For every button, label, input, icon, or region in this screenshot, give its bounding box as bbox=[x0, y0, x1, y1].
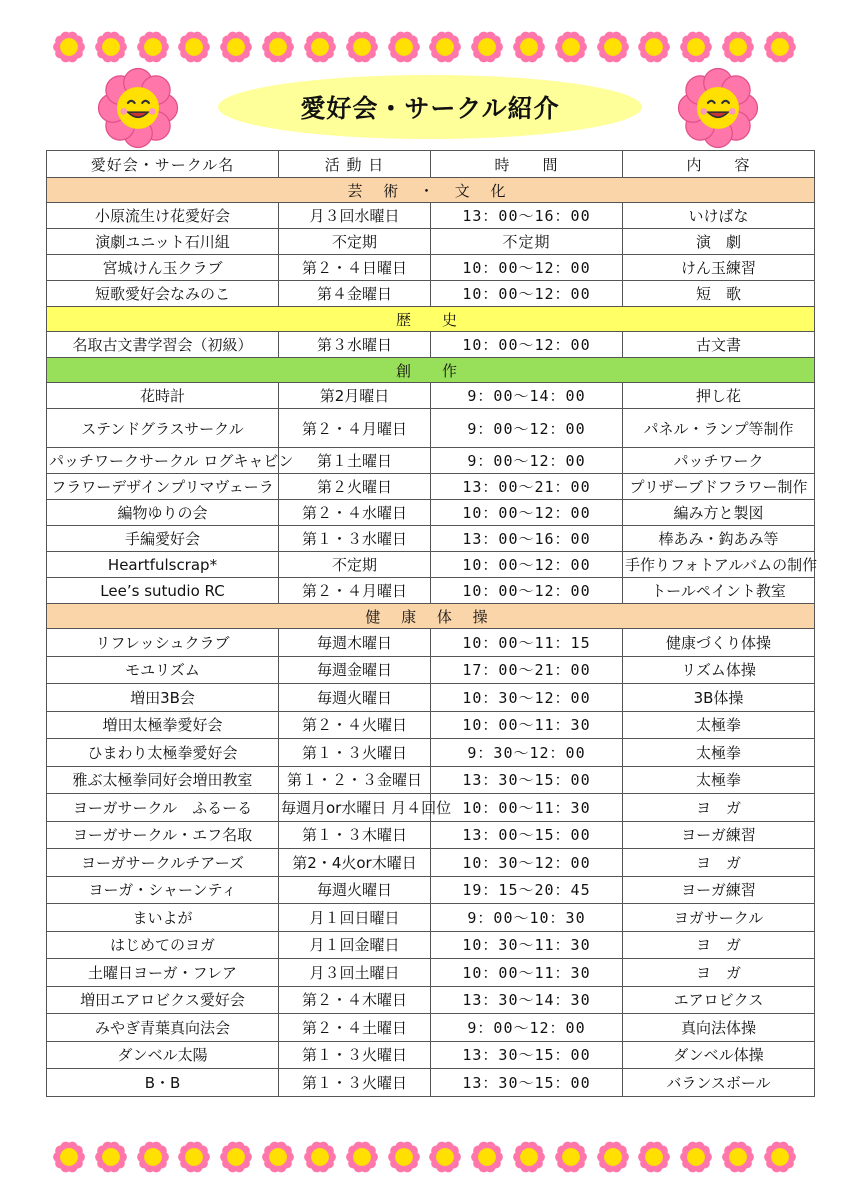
circle-name-cell: 増田太極拳愛好会 bbox=[47, 711, 279, 739]
smiling-flower-icon bbox=[676, 66, 760, 150]
time-cell: 10：00～12：00 bbox=[431, 552, 623, 578]
time-cell: 10：00～11：30 bbox=[431, 959, 623, 987]
pink-flower-icon bbox=[52, 1140, 86, 1174]
circle-name-cell: 増田エアロビクス愛好会 bbox=[47, 986, 279, 1014]
content-cell: 太極拳 bbox=[623, 739, 815, 767]
circle-name-cell: Heartfulscrap* bbox=[47, 552, 279, 578]
time-cell: 10：00～12：00 bbox=[431, 255, 623, 281]
circle-name-cell: ヨーガサークルチアーズ bbox=[47, 849, 279, 877]
time-cell: 9：00～12：00 bbox=[431, 1014, 623, 1042]
content-cell: エアロビクス bbox=[623, 986, 815, 1014]
pink-flower-icon bbox=[596, 30, 630, 64]
activity-day-cell: 毎週火曜日 bbox=[279, 876, 431, 904]
time-cell: 19：15～20：45 bbox=[431, 876, 623, 904]
table-row bbox=[47, 203, 815, 229]
pink-flower-icon bbox=[94, 30, 128, 64]
circle-name-cell: 編物ゆりの会 bbox=[47, 500, 279, 526]
content-cell: 真向法体操 bbox=[623, 1014, 815, 1042]
time-cell: 17：00～21：00 bbox=[431, 656, 623, 684]
table-row bbox=[47, 876, 815, 904]
content-cell: ダンベル体操 bbox=[623, 1041, 815, 1069]
content-cell: プリザーブドフラワー制作 bbox=[623, 474, 815, 500]
table-row bbox=[47, 849, 815, 877]
table-body bbox=[47, 178, 818, 1097]
pink-flower-icon bbox=[387, 30, 421, 64]
content-cell: ヨ ガ bbox=[623, 959, 815, 987]
table-row bbox=[47, 1041, 815, 1069]
table-row bbox=[47, 904, 815, 932]
table-row bbox=[47, 229, 815, 255]
table-header-row bbox=[47, 151, 815, 178]
bottom-flower-border bbox=[52, 1137, 797, 1177]
circle-name-cell: まいよが bbox=[47, 904, 279, 932]
activity-day-cell: 毎週木曜日 bbox=[279, 629, 431, 657]
header-day: 活 動 日 bbox=[279, 151, 431, 178]
circle-name-cell: みやぎ青葉真向法会 bbox=[47, 1014, 279, 1042]
time-cell: 13：00～21：00 bbox=[431, 474, 623, 500]
time-cell: 10：00～11：15 bbox=[431, 629, 623, 657]
table-row bbox=[47, 959, 815, 987]
pink-flower-icon bbox=[512, 1140, 546, 1174]
pink-flower-icon bbox=[261, 1140, 295, 1174]
pink-flower-icon bbox=[303, 30, 337, 64]
section-row bbox=[47, 178, 815, 203]
pink-flower-icon bbox=[94, 1140, 128, 1174]
pink-flower-icon bbox=[428, 30, 462, 64]
pink-flower-icon bbox=[303, 1140, 337, 1174]
activity-day-cell: 第４金曜日 bbox=[279, 281, 431, 307]
table-row bbox=[47, 684, 815, 712]
circle-name-cell: リフレッシュクラブ bbox=[47, 629, 279, 657]
header-name: 愛好会・サークル名 bbox=[47, 151, 279, 178]
content-cell: バランスボール bbox=[623, 1069, 815, 1097]
circle-name-cell: 短歌愛好会なみのこ bbox=[47, 281, 279, 307]
pink-flower-icon bbox=[261, 30, 295, 64]
circle-name-cell: Lee’s sutudio RC bbox=[47, 578, 279, 604]
table-row bbox=[47, 383, 815, 409]
content-cell: リズム体操 bbox=[623, 656, 815, 684]
pink-flower-icon bbox=[136, 30, 170, 64]
pink-flower-icon bbox=[637, 1140, 671, 1174]
pink-flower-icon bbox=[345, 30, 379, 64]
content-cell: ヨガサークル bbox=[623, 904, 815, 932]
content-cell: 健康づくり体操 bbox=[623, 629, 815, 657]
circle-name-cell: フラワーデザインプリマヴェーラ bbox=[47, 474, 279, 500]
content-cell: いけばな bbox=[623, 203, 815, 229]
content-cell: 3B体操 bbox=[623, 684, 815, 712]
activity-day-cell: 第１・３水曜日 bbox=[279, 526, 431, 552]
pink-flower-icon bbox=[177, 1140, 211, 1174]
time-cell: 13：00～16：00 bbox=[431, 526, 623, 552]
table-row bbox=[47, 332, 815, 358]
time-cell: 10：00～11：30 bbox=[431, 711, 623, 739]
activity-day-cell: 第２・４木曜日 bbox=[279, 986, 431, 1014]
activity-day-cell: 第１土曜日 bbox=[279, 448, 431, 474]
time-cell: 13：30～15：00 bbox=[431, 1041, 623, 1069]
table-row bbox=[47, 448, 815, 474]
activity-day-cell: 第２火曜日 bbox=[279, 474, 431, 500]
pink-flower-icon bbox=[763, 30, 797, 64]
circle-name-cell: 演劇ユニット石川組 bbox=[47, 229, 279, 255]
table-row bbox=[47, 474, 815, 500]
content-cell: パッチワーク bbox=[623, 448, 815, 474]
activity-day-cell: 毎週月or水曜日 月４回位 bbox=[279, 794, 431, 822]
content-cell: トールペイント教室 bbox=[623, 578, 815, 604]
page-title: 愛好会・サークル紹介 bbox=[218, 75, 642, 139]
pink-flower-icon bbox=[596, 1140, 630, 1174]
section-row bbox=[47, 307, 815, 332]
content-cell: ヨ ガ bbox=[623, 931, 815, 959]
content-cell: ヨ ガ bbox=[623, 794, 815, 822]
pink-flower-icon bbox=[721, 30, 755, 64]
activity-day-cell: 第１・３火曜日 bbox=[279, 739, 431, 767]
content-cell: ヨーガ練習 bbox=[623, 821, 815, 849]
activity-day-cell: 第2・4火or木曜日 bbox=[279, 849, 431, 877]
circle-name-cell: B・B bbox=[47, 1069, 279, 1097]
time-cell: 13：30～15：00 bbox=[431, 1069, 623, 1097]
content-cell: ヨ ガ bbox=[623, 849, 815, 877]
time-cell: 不定期 bbox=[431, 229, 623, 255]
activity-day-cell: 第２・４水曜日 bbox=[279, 500, 431, 526]
circle-name-cell: はじめてのヨガ bbox=[47, 931, 279, 959]
circle-name-cell: 土曜日ヨーガ・フレア bbox=[47, 959, 279, 987]
section-title: 創 作 bbox=[47, 358, 815, 383]
content-cell: 短 歌 bbox=[623, 281, 815, 307]
pink-flower-icon bbox=[470, 30, 504, 64]
time-cell: 10：30～12：00 bbox=[431, 849, 623, 877]
table-row bbox=[47, 409, 815, 448]
circle-name-cell: 小原流生け花愛好会 bbox=[47, 203, 279, 229]
table-row bbox=[47, 1014, 815, 1042]
table-row bbox=[47, 821, 815, 849]
table-row bbox=[47, 500, 815, 526]
circle-name-cell: 花時計 bbox=[47, 383, 279, 409]
section-row bbox=[47, 604, 815, 629]
activity-day-cell: 第２・４火曜日 bbox=[279, 711, 431, 739]
circle-list-table bbox=[46, 150, 818, 1097]
activity-day-cell: 第１・３木曜日 bbox=[279, 821, 431, 849]
time-cell: 13：30～14：30 bbox=[431, 986, 623, 1014]
table-row bbox=[47, 656, 815, 684]
section-title: 健 康 体 操 bbox=[47, 604, 815, 629]
table-row bbox=[47, 931, 815, 959]
table-row bbox=[47, 281, 815, 307]
time-cell: 10：00～11：30 bbox=[431, 794, 623, 822]
activity-day-cell: 第２・４月曜日 bbox=[279, 409, 431, 448]
pink-flower-icon bbox=[554, 1140, 588, 1174]
table-row bbox=[47, 578, 815, 604]
table-row bbox=[47, 526, 815, 552]
pink-flower-icon bbox=[721, 1140, 755, 1174]
time-cell: 13：00～15：00 bbox=[431, 821, 623, 849]
table-row bbox=[47, 552, 815, 578]
top-flower-border bbox=[52, 27, 797, 67]
circle-name-cell: 増田3B会 bbox=[47, 684, 279, 712]
pink-flower-icon bbox=[679, 30, 713, 64]
time-cell: 10：30～12：00 bbox=[431, 684, 623, 712]
header-content: 内 容 bbox=[623, 151, 815, 178]
pink-flower-icon bbox=[428, 1140, 462, 1174]
content-cell: 太極拳 bbox=[623, 766, 815, 794]
time-cell: 9：00～10：30 bbox=[431, 904, 623, 932]
circle-name-cell: ダンベル太陽 bbox=[47, 1041, 279, 1069]
activity-day-cell: 月３回水曜日 bbox=[279, 203, 431, 229]
table-row bbox=[47, 255, 815, 281]
header-time: 時 間 bbox=[431, 151, 623, 178]
activity-day-cell: 毎週火曜日 bbox=[279, 684, 431, 712]
time-cell: 9：00～12：00 bbox=[431, 409, 623, 448]
activity-day-cell: 月１回金曜日 bbox=[279, 931, 431, 959]
table-row bbox=[47, 986, 815, 1014]
activity-day-cell: 月１回日曜日 bbox=[279, 904, 431, 932]
section-row bbox=[47, 358, 815, 383]
activity-day-cell: 不定期 bbox=[279, 552, 431, 578]
pink-flower-icon bbox=[177, 30, 211, 64]
activity-day-cell: 不定期 bbox=[279, 229, 431, 255]
time-cell: 9：30～12：00 bbox=[431, 739, 623, 767]
time-cell: 13：00～16：00 bbox=[431, 203, 623, 229]
circle-name-cell: 宮城けん玉クラブ bbox=[47, 255, 279, 281]
pink-flower-icon bbox=[763, 1140, 797, 1174]
table-row bbox=[47, 794, 815, 822]
circle-name-cell: 雅ぶ太極拳同好会増田教室 bbox=[47, 766, 279, 794]
content-cell: 演 劇 bbox=[623, 229, 815, 255]
activity-day-cell: 第１・２・３金曜日 bbox=[279, 766, 431, 794]
content-cell: 古文書 bbox=[623, 332, 815, 358]
pink-flower-icon bbox=[387, 1140, 421, 1174]
activity-day-cell: 第１・３火曜日 bbox=[279, 1041, 431, 1069]
time-cell: 10：00～12：00 bbox=[431, 332, 623, 358]
content-cell: 編み方と製図 bbox=[623, 500, 815, 526]
time-cell: 10：00～12：00 bbox=[431, 500, 623, 526]
circle-name-cell: モユリズム bbox=[47, 656, 279, 684]
content-cell: 太極拳 bbox=[623, 711, 815, 739]
table-row bbox=[47, 766, 815, 794]
smiling-flower-icon bbox=[96, 66, 180, 150]
pink-flower-icon bbox=[219, 1140, 253, 1174]
time-cell: 10：00～12：00 bbox=[431, 578, 623, 604]
time-cell: 9：00～14：00 bbox=[431, 383, 623, 409]
content-cell: パネル・ランプ等制作 bbox=[623, 409, 815, 448]
time-cell: 13：30～15：00 bbox=[431, 766, 623, 794]
section-title: 歴 史 bbox=[47, 307, 815, 332]
pink-flower-icon bbox=[554, 30, 588, 64]
pink-flower-icon bbox=[219, 30, 253, 64]
time-cell: 10：00～12：00 bbox=[431, 281, 623, 307]
table-row bbox=[47, 1069, 815, 1097]
table-row bbox=[47, 739, 815, 767]
pink-flower-icon bbox=[637, 30, 671, 64]
table-row bbox=[47, 629, 815, 657]
content-cell: ヨーガ練習 bbox=[623, 876, 815, 904]
content-cell: 棒あみ・鈎あみ等 bbox=[623, 526, 815, 552]
activity-day-cell: 第２・４月曜日 bbox=[279, 578, 431, 604]
activity-day-cell: 月３回土曜日 bbox=[279, 959, 431, 987]
pink-flower-icon bbox=[679, 1140, 713, 1174]
section-title: 芸 術 ・ 文 化 bbox=[47, 178, 815, 203]
content-cell: 押し花 bbox=[623, 383, 815, 409]
circle-name-cell: 手編愛好会 bbox=[47, 526, 279, 552]
pink-flower-icon bbox=[345, 1140, 379, 1174]
circle-name-cell: パッチワークサークル ログキャビン bbox=[47, 448, 279, 474]
activity-day-cell: 第2月曜日 bbox=[279, 383, 431, 409]
pink-flower-icon bbox=[470, 1140, 504, 1174]
time-cell: 10：30～11：30 bbox=[431, 931, 623, 959]
table-row bbox=[47, 711, 815, 739]
pink-flower-icon bbox=[512, 30, 546, 64]
activity-day-cell: 毎週金曜日 bbox=[279, 656, 431, 684]
activity-day-cell: 第２・４土曜日 bbox=[279, 1014, 431, 1042]
content-cell: 手作りフォトアルバムの制作 bbox=[623, 552, 815, 578]
circle-name-cell: ヨーガサークル・エフ名取 bbox=[47, 821, 279, 849]
content-cell: けん玉練習 bbox=[623, 255, 815, 281]
circle-name-cell: ひまわり太極拳愛好会 bbox=[47, 739, 279, 767]
circle-name-cell: ステンドグラスサークル bbox=[47, 409, 279, 448]
pink-flower-icon bbox=[52, 30, 86, 64]
activity-day-cell: 第３水曜日 bbox=[279, 332, 431, 358]
activity-day-cell: 第１・３火曜日 bbox=[279, 1069, 431, 1097]
time-cell: 9：00～12：00 bbox=[431, 448, 623, 474]
circle-name-cell: ヨーガ・シャーンティ bbox=[47, 876, 279, 904]
activity-day-cell: 第２・４日曜日 bbox=[279, 255, 431, 281]
pink-flower-icon bbox=[136, 1140, 170, 1174]
circle-name-cell: 名取古文書学習会（初級） bbox=[47, 332, 279, 358]
circle-name-cell: ヨーガサークル ふるーる bbox=[47, 794, 279, 822]
